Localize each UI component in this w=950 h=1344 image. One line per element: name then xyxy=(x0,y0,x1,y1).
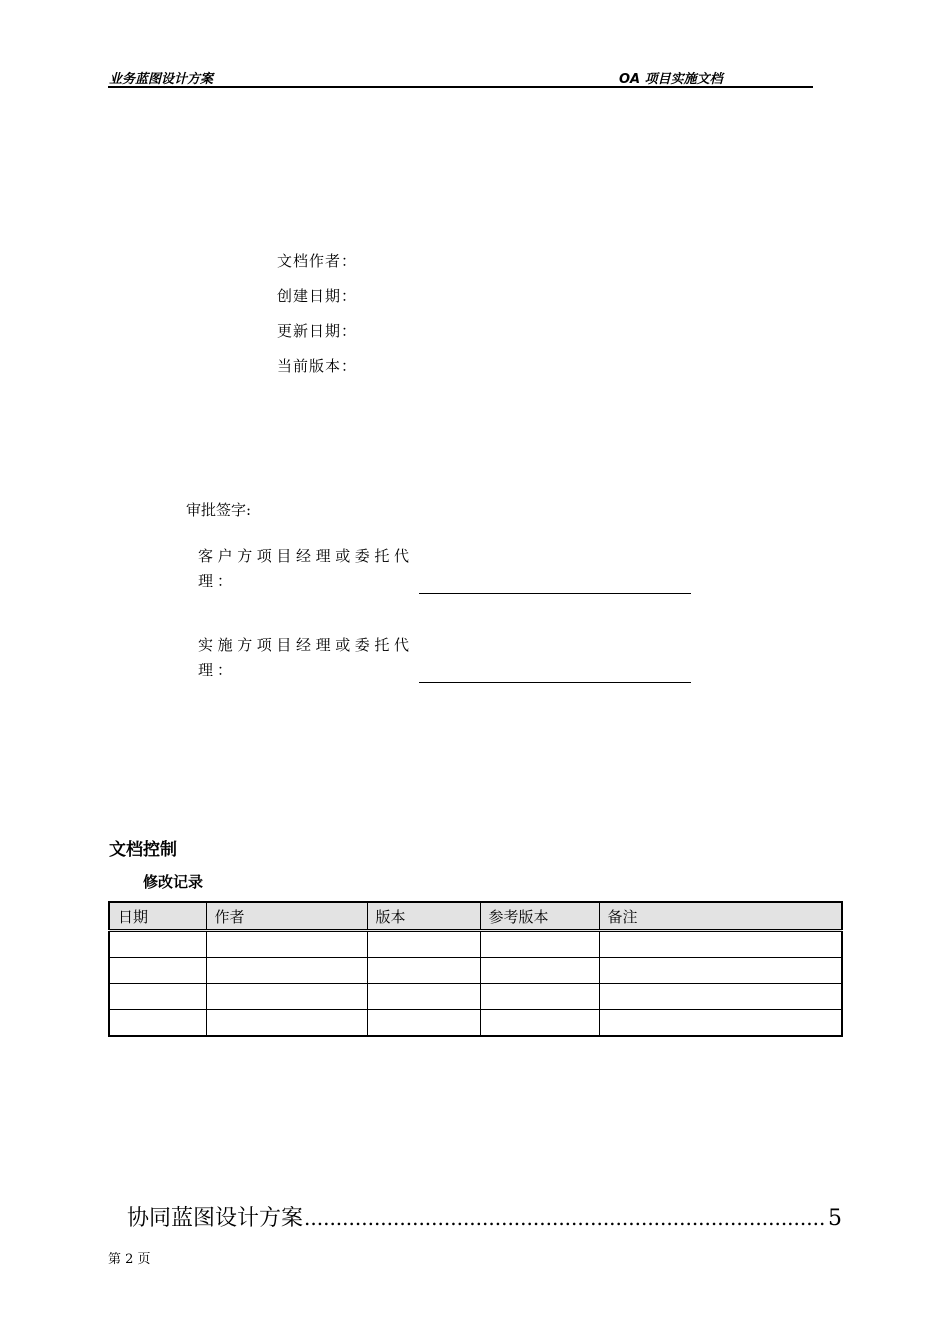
header-rule xyxy=(108,86,813,88)
table-cell xyxy=(109,931,206,958)
table-row xyxy=(109,958,842,984)
revision-table xyxy=(108,901,843,1037)
table-cell xyxy=(599,1010,842,1037)
client-signature-label: 客户方项目经理或委托代理： xyxy=(198,547,413,590)
header-project-title: OA 项目实施文档 xyxy=(619,72,723,87)
table-cell xyxy=(206,1010,367,1037)
current-version-label: 当前版本： xyxy=(277,357,358,375)
table-row xyxy=(109,1010,842,1037)
table-cell xyxy=(480,931,599,958)
vendor-signature-label: 实施方项目经理或委托代理： xyxy=(198,636,413,679)
table-cell xyxy=(109,958,206,984)
table-cell xyxy=(599,931,842,958)
header-doc-title: 业务蓝图设计方案 xyxy=(109,72,214,87)
table-cell xyxy=(109,1010,206,1037)
column-header-version: 版本 xyxy=(367,902,480,931)
revision-table-header xyxy=(109,902,842,931)
table-cell xyxy=(367,1010,480,1037)
column-header-date: 日期 xyxy=(109,902,206,931)
table-cell xyxy=(206,958,367,984)
toc-entry-page: 5 xyxy=(828,1206,842,1231)
updated-date-label: 更新日期： xyxy=(277,322,358,340)
vendor-signature-line xyxy=(419,682,691,683)
table-cell xyxy=(109,984,206,1010)
client-signature-line xyxy=(419,593,691,594)
table-cell xyxy=(480,984,599,1010)
created-date-label: 创建日期： xyxy=(277,287,358,305)
table-cell xyxy=(599,984,842,1010)
column-header-author: 作者 xyxy=(206,902,367,931)
toc-entry[interactable] xyxy=(127,1201,842,1232)
table-cell xyxy=(480,958,599,984)
revision-history-heading: 修改记录 xyxy=(143,873,204,891)
table-cell xyxy=(367,984,480,1010)
table-row xyxy=(109,984,842,1010)
page-number: 第 2 页 xyxy=(108,1252,151,1267)
table-cell xyxy=(206,984,367,1010)
toc-entry-title: 协同蓝图设计方案 xyxy=(127,1206,304,1231)
toc-leader-dots xyxy=(304,1206,827,1231)
table-cell xyxy=(206,931,367,958)
table-cell xyxy=(367,958,480,984)
table-cell xyxy=(599,958,842,984)
approval-title: 审批签字: xyxy=(186,501,252,519)
table-cell xyxy=(367,931,480,958)
author-label: 文档作者： xyxy=(277,252,358,270)
table-row xyxy=(109,931,842,958)
table-cell xyxy=(480,1010,599,1037)
column-header-remarks: 备注 xyxy=(599,902,842,931)
column-header-ref-version: 参考版本 xyxy=(480,902,599,931)
doc-control-heading: 文档控制 xyxy=(109,840,177,860)
